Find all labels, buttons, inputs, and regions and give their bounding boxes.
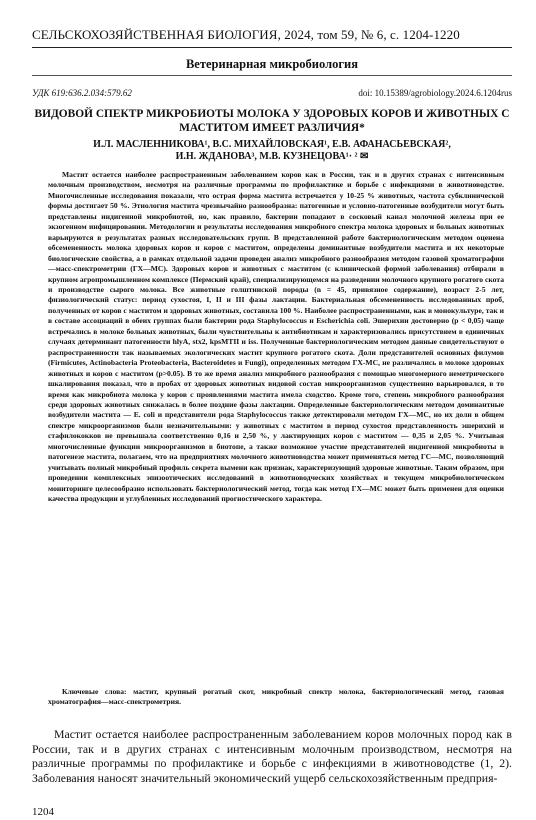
authors-line-2: И.Н. ЖДАНОВА³, М.В. КУЗНЕЦОВА¹· ² ✉: [175, 151, 369, 162]
abstract: Мастит остается наиболее распространенным заболеванием коров как в России, так и в других странах с интенсивным молочным производством, несмотря на различные программы по профилактике и борьбе с инфекциями в животноводстве. Многочисленные исследования показали, что острая форма мастита встречается у 10-25 % животных, частота субклинической формы достигает 50 %. Этиология мастита чрезвычайно разнообразна: патогенные и условно-патогенные возбудители могут быть представлены индигенной микробиотой, но, как правило, бактерии попадают в сосковый канал молочной железы при ее экзогенном инфицировании. Методологии и результаты исследования микробного спектра молока здоровых и больных животных варьируются в результатах разных исследовательских групп. В представленной работе бактериологическим методом оценена обсемененность молока здоровых коров и коров с маститом, определены доминантные возбудители мастита и их некоторые биологические свойства, а в рамках отдельной задачи проведен анализ микробного разнообразия методом газовой хроматографии—масс-спектрометрии (ГХ—МС). Здоровых коров и животных с маститом (с клинической формой заболевания) отбирали в крупном агропромышленном комплексе (Пермский край), специализирующемся на разведении молочного крупного рогатого скота и производстве сырого молока. Все животные голштинской породы (n = 45, привязное содержание), возраст 2-5 лет, физиологический статус: период сухостоя, I, II и III фазы лактации. Бактериальная обсемененность исследованных проб, полученных от коров с маститом и здоровых животных, составила 100 %. Наиболее распространенными, как в монокультуре, так и в составе ассоциаций в обеих группах были бактерии рода Staphylococcus и Escherichia coli. Эшерихии достоверно (р < 0,05) чаще встречались в молоке больных животных, были чувствительны к антибиотикам и характеризовались присутствием в единичных случаях детерминант патогенности hlyA, stx2, kpsMTII и iss. Полученные бактериологическим методом данные свидетельствуют о распространенности так называемых экологических мастит крупного рогатого скота. Доли представителей основных филумов (Firmicutes, Actinobacteria Proteobacteria, Bacteroidetes и Fungi), определенных методом ГХ-МС, не различались в молоке здоровых животных и коров с маститом (р>0.05). В то же время анализ микробного разнообразия с помощью многомерного неметрического шкалирования показал, что в пробах от здоровых животных видовой состав микроорганизмов существенно варьировался, в то время как микробиота молока у коров с проявлениями мастита имела сходство. Кроме того, степень микробного разнообразия среди здоровых животных снижалась в более поздние фазы лактации. Определенные бактериологическим методом доминантные возбудители мастита — E. coli и представители рода Staphylococcus также детектировали методом ГХ—МС, но их доли в общем спектре микроорганизмов были незначительными: у животных с маститом в период сухостоя представленность эшерихий и стафилококков не превышала соответственно 0,16 и 2,50 %, у лактирующих коров с маститом — 0,35 и 2,05 %. Учитывая многочисленные функции микроорганизмов в биотопе, а также возможное участие представителей индигенной микробиоты в патогенезе мастита, полагаем, что на предприятиях молочного животноводства может применяться метод ГС—МС, позволяющий учитывать полный микробный профиль секрета вымени как признак, характеризующий здоровые животные. Таким образом, при проведении комплексных эпизоотических исследований в животноводческих хозяйствах и текущем микробиологическом мониторинге целесообразно использовать бактериологический метод, тогда как метод ГХ—МС может быть применен для оценки качества продукции и углубленных исследований прогностического характера.: [48, 170, 504, 504]
page-number: 1204: [32, 806, 54, 818]
keywords: Ключевые слова: мастит, крупный рогатый скот, микробный спектр молока, бактериологический метод, газовая хроматография—масс-спектрометрия.: [48, 687, 504, 707]
section-title: Ветеринарная микробиология: [185, 57, 359, 71]
header-rule: [32, 47, 512, 48]
doi-link[interactable]: doi: 10.15389/agrobiology.2024.6.1204rus: [358, 88, 512, 98]
section-rule: [32, 75, 512, 76]
running-head: СЕЛЬСКОХОЗЯЙСТВЕННАЯ БИОЛОГИЯ, 2024, том 59, № 6, с. 1204-1220: [32, 27, 460, 42]
authors: [32, 139, 512, 163]
authors-line-1: И.Л. МАСЛЕННИКОВА¹, В.С. МИХАЙЛОВСКАЯ¹, Е.В. АФАНАСЬЕВСКАЯ²,: [93, 139, 451, 150]
article-title: ВИДОВОЙ СПЕКТР МИКРОБИОТЫ МОЛОКА У ЗДОРОВЫХ КОРОВ И ЖИВОТНЫХ С МАСТИТОМ ИМЕЕТ РАЗЛИЧИЯ*: [34, 108, 510, 134]
udk-code: УДК 619:636.2.034:579.62: [32, 88, 132, 98]
body-paragraph: Мастит остается наиболее распространенным заболеванием коров молочных пород как в России, так и в других странах с интенсивным молочным производством, несмотря на различные программы по профилактике и борьбе с инфекциями в животноводстве (1, 2). Заболевания наносят значительный экономический ущерб сельскохозяйственным предприя-: [32, 727, 512, 785]
